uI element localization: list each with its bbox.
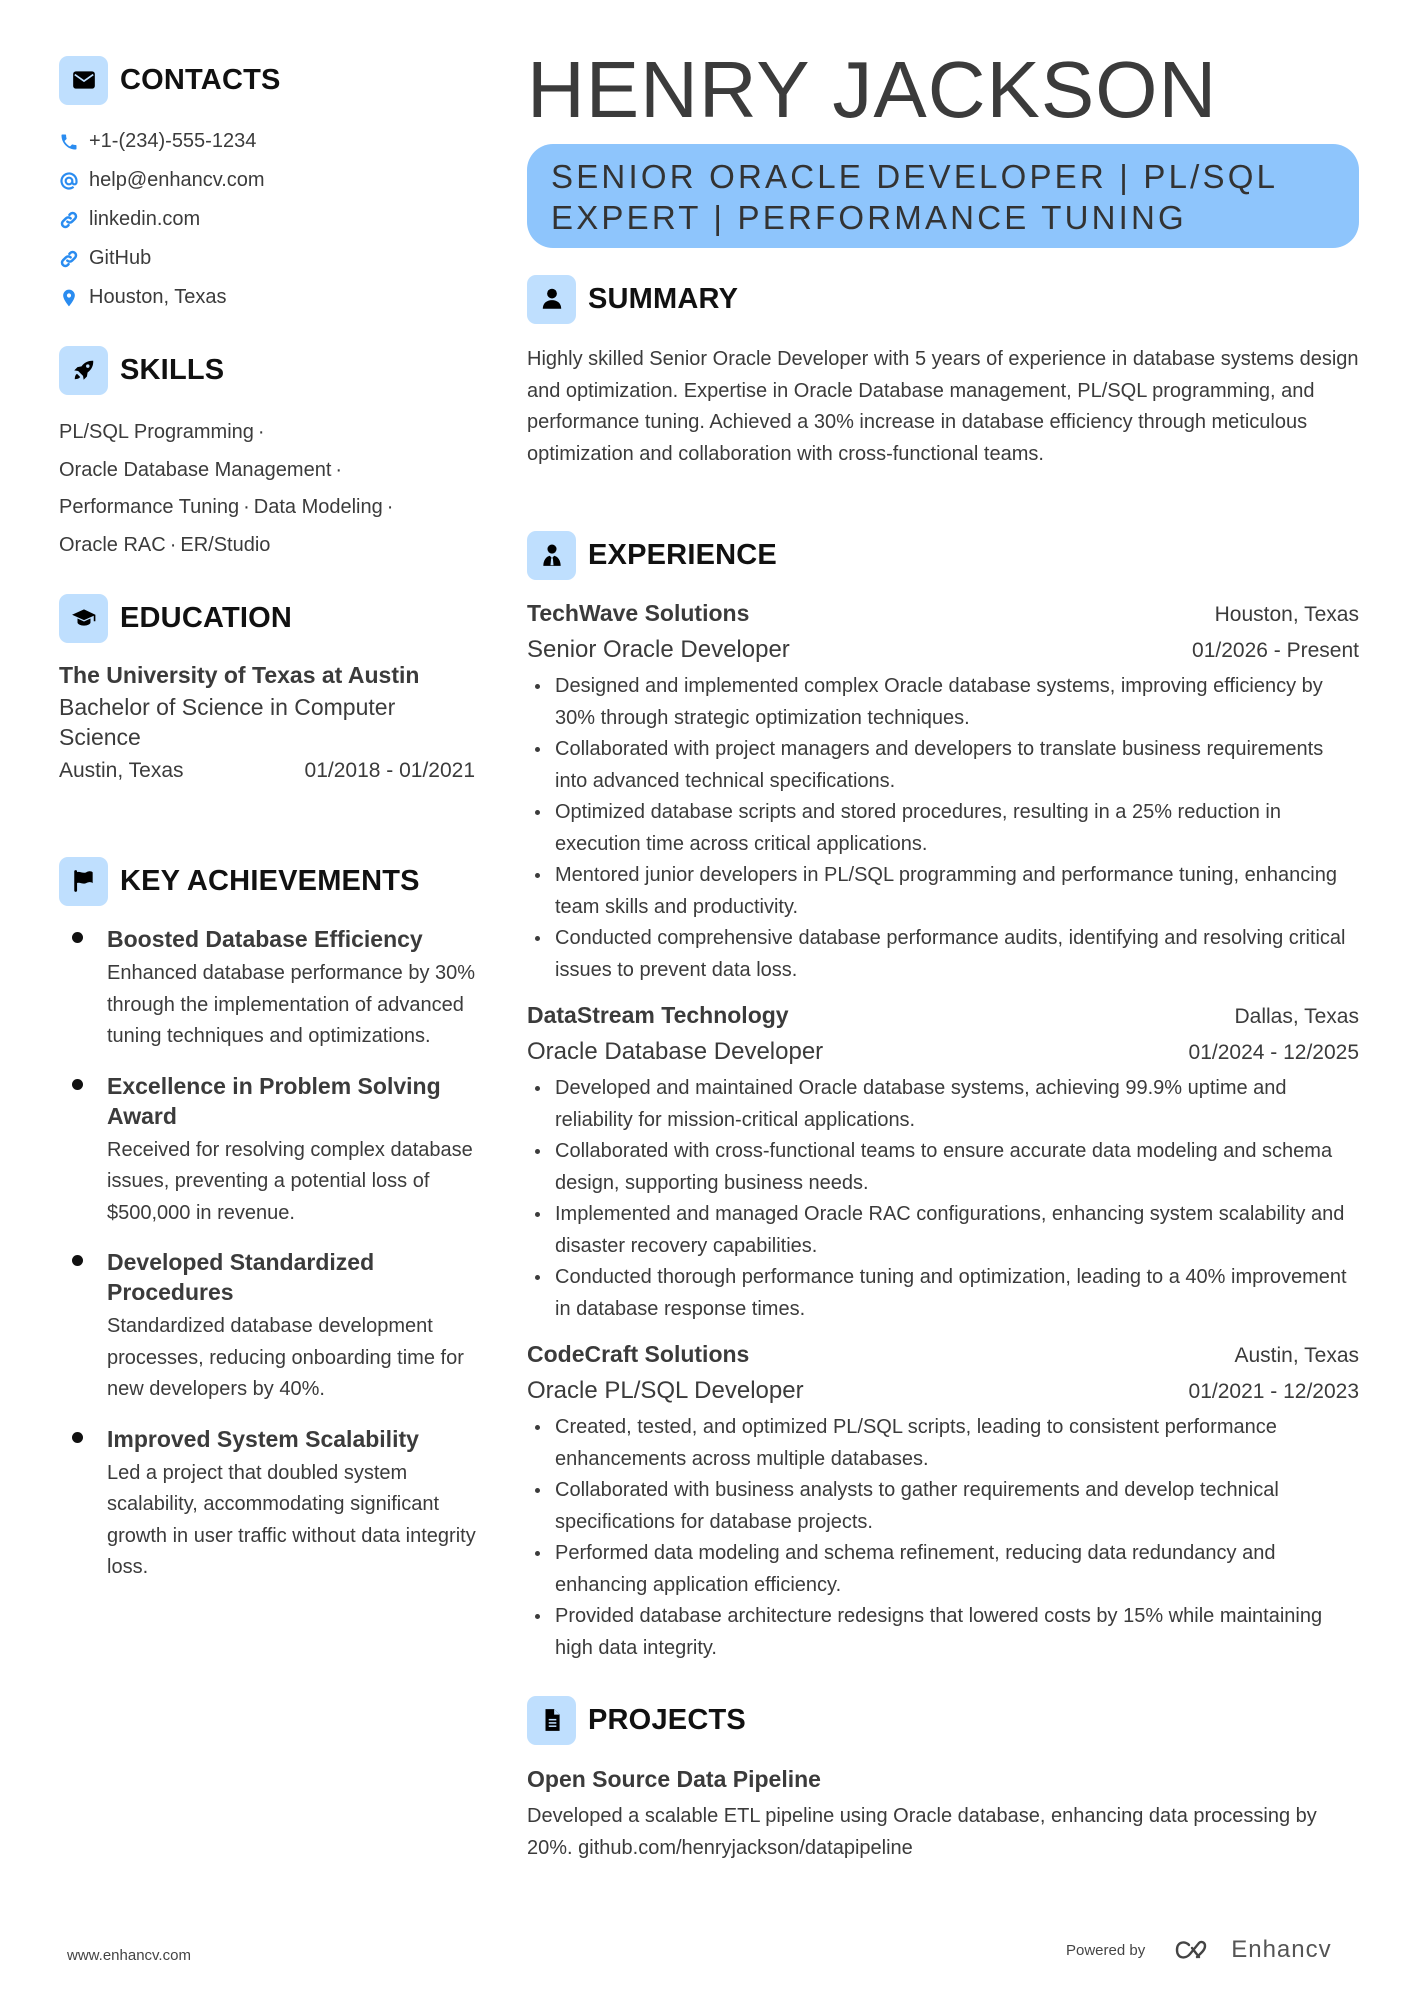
achievement-desc: Led a project that doubled system scalability, accommodating significant growth in user traffic without data integrity loss. (107, 1461, 476, 1578)
achievement-title: Excellence in Problem Solving Award (107, 1072, 441, 1129)
headline-banner (527, 144, 1359, 248)
contact-list (59, 122, 479, 317)
rocket-icon (59, 346, 108, 395)
skill-item: Oracle RAC · (59, 533, 177, 556)
skill-item: Data Modeling · (253, 496, 394, 518)
location-pin-icon (59, 288, 79, 308)
section-title: SKILLS (120, 353, 225, 386)
education-entry (59, 660, 475, 786)
contact-linkedin[interactable] (59, 200, 479, 239)
job-location: Austin, Texas (1234, 1344, 1359, 1367)
achievement-item (59, 1247, 489, 1406)
section-title: EDUCATION (120, 601, 293, 634)
job-bullet: Created, tested, and optimized PL/SQL scripts, leading to consistent performance enhancements across multiple databases. (527, 1412, 1359, 1475)
education-dates: 01/2018 - 01/2021 (304, 759, 475, 782)
achievement-desc: Enhanced database performance by 30% through the implementation of advanced tuning techniques and optimizations. (107, 962, 476, 1047)
powered-by-label: Powered by (1066, 1941, 1146, 1959)
job-bullet: Developed and maintained Oracle database systems, achieving 99.9% uptime and reliability for mission-critical applications. (527, 1073, 1359, 1136)
document-icon (527, 1696, 576, 1745)
achievement-item (59, 924, 489, 1053)
job-bullet: Collaborated with cross-functional teams to ensure accurate data modeling and schema design, supporting business needs. (527, 1136, 1359, 1199)
job-bullet: Optimized database scripts and stored procedures, resulting in a 25% reduction in execution time across critical applications. (527, 797, 1359, 860)
job-location: Dallas, Texas (1234, 1005, 1359, 1028)
skill-item: Oracle Database Management · (59, 458, 343, 481)
user-tie-icon (527, 531, 576, 580)
brand-name: Enhancv (1231, 1936, 1332, 1963)
job-dates: 01/2024 - 12/2025 (1188, 1041, 1359, 1064)
contact-github[interactable] (59, 239, 479, 278)
job-location: Houston, Texas (1214, 603, 1359, 626)
skill-item: ER/Studio (180, 533, 271, 556)
skill-item: Performance Tuning · (59, 496, 250, 518)
job-bullet: Performed data modeling and schema refinement, reducing data redundancy and enhancing application efficiency. (527, 1538, 1359, 1601)
section-title: PROJECTS (588, 1703, 746, 1736)
job-dates: 01/2021 - 12/2023 (1188, 1380, 1359, 1403)
degree: Bachelor of Science in Computer Science (59, 694, 396, 750)
company-name: CodeCraft Solutions (527, 1341, 750, 1367)
achievement-item (59, 1424, 489, 1584)
job-bullets (527, 671, 1359, 986)
job-role: Oracle Database Developer (527, 1038, 824, 1065)
achievement-item (59, 1071, 489, 1230)
education-location: Austin, Texas (59, 759, 184, 782)
bullet-icon (72, 932, 83, 943)
skills-section-header (59, 345, 479, 395)
job-bullets (527, 1073, 1359, 1325)
section-title: SUMMARY (588, 282, 739, 315)
candidate-name: HENRY JACKSON (527, 45, 1218, 134)
job-role: Senior Oracle Developer (527, 636, 790, 663)
projects-section-header (527, 1695, 1359, 1745)
contact-text: +1-(234)-555-1234 (89, 130, 257, 152)
job-bullet: Collaborated with project managers and developers to translate business requirements into advanced technical specifications. (527, 734, 1359, 797)
job-bullet: Conducted thorough performance tuning and optimization, leading to a 40% improvement in database response times. (527, 1262, 1359, 1325)
bullet-icon (72, 1079, 83, 1090)
phone-icon (59, 132, 79, 152)
footer-website[interactable]: www.enhancv.com (67, 1947, 191, 1964)
school-name: The University of Texas at Austin (59, 662, 420, 688)
achievement-title: Developed Standardized Procedures (107, 1249, 375, 1305)
skill-item: PL/SQL Programming · (59, 421, 265, 443)
summary-section-header (527, 274, 1359, 324)
achievement-desc: Received for resolving complex database issues, preventing a potential loss of $500,000 in revenue. (107, 1138, 473, 1224)
experience-entry (527, 596, 1359, 986)
achievements-section-header (59, 856, 479, 906)
link-icon (59, 210, 79, 230)
contact-phone[interactable] (59, 122, 479, 161)
achievement-desc: Standardized database development processes, reducing onboarding time for new developers by 40%. (107, 1315, 464, 1400)
contact-text: GitHub (89, 247, 152, 269)
job-bullet: Designed and implemented complex Oracle database systems, improving efficiency by 30% through strategic optimization techniques. (527, 671, 1359, 734)
company-name: DataStream Technology (527, 1002, 789, 1028)
section-title: KEY ACHIEVEMENTS (120, 864, 420, 897)
enhancv-logo-icon (1173, 1937, 1221, 1963)
achievement-title: Boosted Database Efficiency (107, 926, 423, 952)
project-title: Open Source Data Pipeline (527, 1766, 821, 1792)
company-name: TechWave Solutions (527, 600, 750, 626)
contact-location (59, 278, 479, 317)
skills-list (59, 414, 459, 564)
user-icon (527, 275, 576, 324)
project-desc: Developed a scalable ETL pipeline using Oracle database, enhancing data processing by 20%. github.com/henryjackson/datapipeline (527, 1805, 1317, 1859)
section-title: CONTACTS (120, 63, 281, 96)
job-bullet: Implemented and managed Oracle RAC configurations, enhancing system scalability and disaster recovery capabilities. (527, 1199, 1359, 1262)
headline-line-1: SENIOR ORACLE DEVELOPER | PL/SQL (551, 158, 1279, 195)
job-bullets (527, 1412, 1359, 1664)
flag-icon (59, 857, 108, 906)
contact-text: help@enhancv.com (89, 169, 265, 191)
section-title: EXPERIENCE (588, 538, 777, 571)
bullet-icon (72, 1432, 83, 1443)
job-bullet: Provided database architecture redesigns that lowered costs by 15% while maintaining high data integrity. (527, 1601, 1359, 1664)
headline-line-2: EXPERT | PERFORMANCE TUNING (551, 199, 1187, 236)
graduation-cap-icon (59, 594, 108, 643)
contact-text: linkedin.com (89, 208, 201, 230)
job-bullet: Conducted comprehensive database performance audits, identifying and resolving critical issues to prevent data loss. (527, 923, 1359, 986)
experience-entry (527, 998, 1359, 1325)
job-bullet: Collaborated with business analysts to gather requirements and develop technical specifications for database projects. (527, 1475, 1359, 1538)
contact-email[interactable] (59, 161, 479, 200)
achievements-list (59, 924, 489, 1602)
contact-text: Houston, Texas (89, 286, 227, 308)
education-section-header (59, 593, 479, 643)
bullet-icon (72, 1255, 83, 1266)
experience-entry (527, 1337, 1359, 1664)
envelope-icon (59, 56, 108, 105)
contacts-section-header (59, 55, 479, 105)
experience-list (527, 596, 1359, 1676)
summary-text: Highly skilled Senior Oracle Developer with 5 years of experience in database systems design and optimization. Expertise in Oracle Database management, PL/SQL programming, and performance tuning. Achieved a 30% increase in database efficiency through meticulous optimization and collaboration with cross-functional teams. (527, 348, 1359, 465)
job-bullet: Mentored junior developers in PL/SQL programming and performance tuning, enhancing team skills and productivity. (527, 860, 1359, 923)
footer-powered-by (1066, 1930, 1332, 1970)
experience-section-header (527, 530, 1359, 580)
project-entry (527, 1763, 1359, 1864)
job-role: Oracle PL/SQL Developer (527, 1377, 804, 1404)
job-dates: 01/2026 - Present (1192, 639, 1359, 662)
link-icon (59, 249, 79, 269)
achievement-title: Improved System Scalability (107, 1425, 419, 1452)
at-icon (59, 171, 79, 191)
